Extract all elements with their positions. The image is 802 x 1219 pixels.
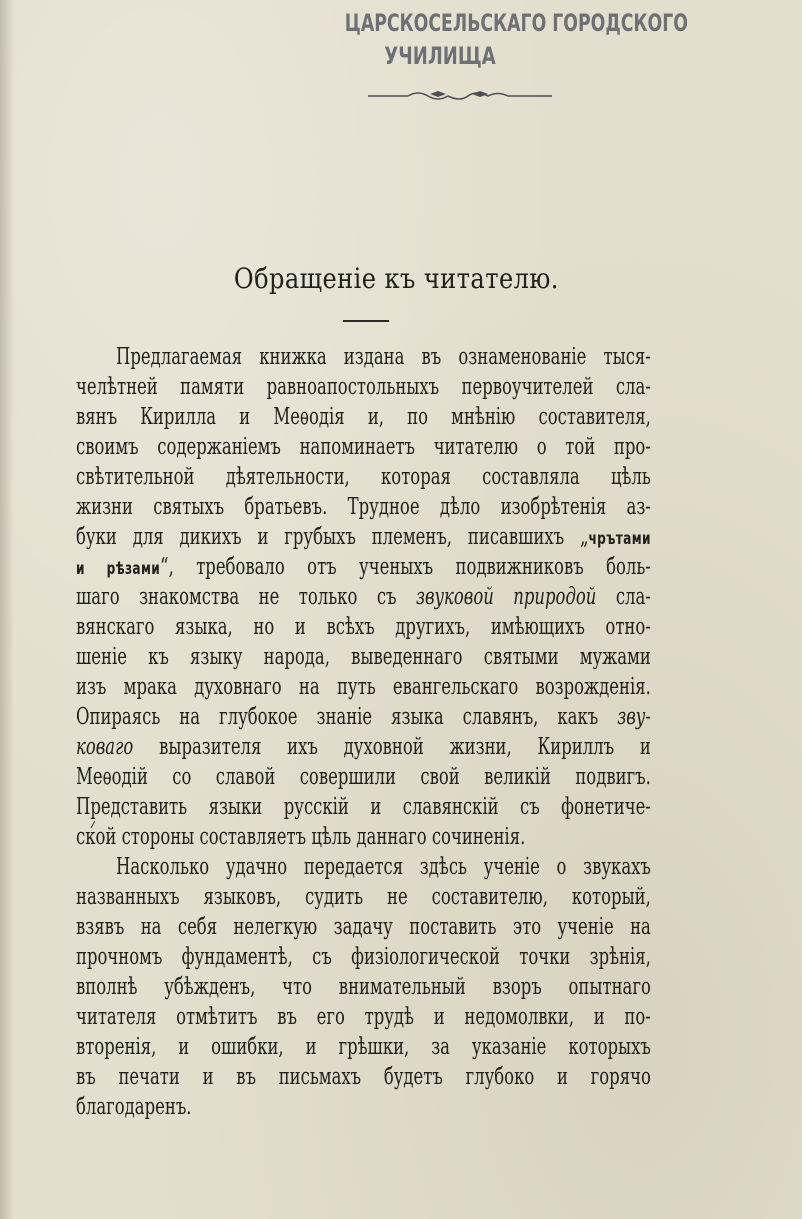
text-run: “, требовало отъ ученыхъ подвижниковъ боль-: [160, 554, 651, 580]
text-line: [76, 1032, 651, 1062]
text-run: читателя отмѣтитъ въ его трудѣ и недомолвки, и по-: [76, 1004, 651, 1030]
text-line: [76, 402, 651, 432]
text-run: въ печати и въ письмахъ будетъ глубоко и горячо: [76, 1064, 651, 1090]
text-line: [76, 672, 651, 702]
text-run: прочномъ фундаментѣ, съ физiологической точки зрѣнiя,: [76, 944, 651, 970]
text-run: шенiе къ языку народа, выведеннаго святыми мужами: [76, 644, 651, 670]
text-line: [76, 522, 651, 552]
text-line: [76, 612, 651, 642]
text-run: Представить языки русскiй и славянскiй съ фонетиче-: [76, 794, 651, 820]
text-line: [76, 942, 651, 972]
text-line: [76, 552, 651, 582]
text-line: [76, 882, 651, 912]
text-line: [76, 1062, 651, 1092]
page-title: Обращенiе къ читателю.: [233, 262, 559, 295]
italic-run: звуковой природой: [415, 584, 597, 610]
text-run: шаго знакомства не только съ: [76, 584, 416, 610]
text-line: [76, 1092, 651, 1122]
text-run: сла-: [596, 584, 651, 610]
text-line: [76, 702, 651, 732]
text-line: [76, 732, 651, 762]
text-run: Предлагаемая книжка издана въ ознаменованiе тыся-: [116, 344, 651, 370]
text-run: свѣтительной дѣятельности, которая составляла цѣль: [76, 464, 651, 490]
text-run: выразителя ихъ духовной жизни, Кириллъ и: [133, 734, 651, 760]
text-line: [76, 432, 651, 462]
text-line: [76, 792, 651, 822]
text-run: вянъ Кирилла и Меѳодiя и, по мнѣнiю составителя,: [76, 404, 651, 430]
paragraph: [76, 342, 651, 852]
text-line: [76, 492, 651, 522]
text-line: [76, 972, 651, 1002]
text-line: [76, 912, 651, 942]
text-line: [76, 852, 651, 882]
stamp-line-1: ЦАРСКОСЕЛЬСКАГО ГОРОДСКОГО: [344, 9, 688, 37]
text-line: [76, 462, 651, 492]
text-line: [76, 822, 651, 852]
stamp-ornament-icon: [368, 88, 552, 104]
stamp-line-2: УЧИЛИЩА: [384, 42, 496, 70]
text-run: названныхъ языковъ, судить не составителю, который,: [76, 884, 651, 910]
text-line: [76, 642, 651, 672]
text-run: вторенiя, и ошибки, и грѣшки, за указанiе которыхъ: [76, 1034, 651, 1060]
text-run: Меѳодiй со славой совершили свой великiй подвигъ.: [76, 764, 651, 790]
body-text: [76, 342, 651, 1122]
text-line: [76, 1002, 651, 1032]
italic-run: зву-: [617, 704, 651, 730]
paragraph: [76, 852, 651, 1122]
text-line: [76, 582, 651, 612]
text-run: своимъ содержанiемъ напоминаетъ читателю о той про-: [76, 434, 651, 460]
text-run: Насколько удачно передается здѣсь ученiе о звукахъ: [116, 854, 651, 880]
text-run: жизни святыхъ братьевъ. Трудное дѣло изобрѣтенiя аз-: [76, 494, 651, 520]
church-slavonic-run: и рѣзами: [76, 559, 161, 579]
church-slavonic-run: чрътами: [588, 529, 651, 549]
text-run: ской стороны составляетъ цѣль даннаго сочиненiя.: [76, 824, 526, 850]
italic-run: коваго: [76, 734, 134, 760]
text-line: [76, 762, 651, 792]
text-run: челѣтней памяти равноапостольныхъ первоучителей сла-: [76, 374, 651, 400]
text-run: благодаренъ.: [76, 1094, 192, 1120]
text-line: [76, 342, 651, 372]
text-run: вполнѣ убѣжденъ, что внимательный взоръ опытнаго: [76, 974, 651, 1000]
text-run: буки для дикихъ и грубыхъ племенъ, писавшихъ „: [76, 524, 589, 550]
library-stamp: [300, 8, 688, 74]
page-gutter-shadow: [0, 0, 14, 1219]
text-line: [76, 372, 651, 402]
title-divider: [343, 320, 389, 322]
text-run: вянскаго языка, но и всѣхъ другихъ, имѣющихъ отно-: [76, 614, 651, 640]
text-run: Опираясь на глубокое знанiе языка славянъ, какъ: [76, 704, 618, 730]
text-run: изъ мрака духовнаго на путь евангельскаго возрожденiя.: [76, 674, 651, 700]
text-run: взявъ на себя нелегкую задачу поставить это ученiе на: [76, 914, 651, 940]
